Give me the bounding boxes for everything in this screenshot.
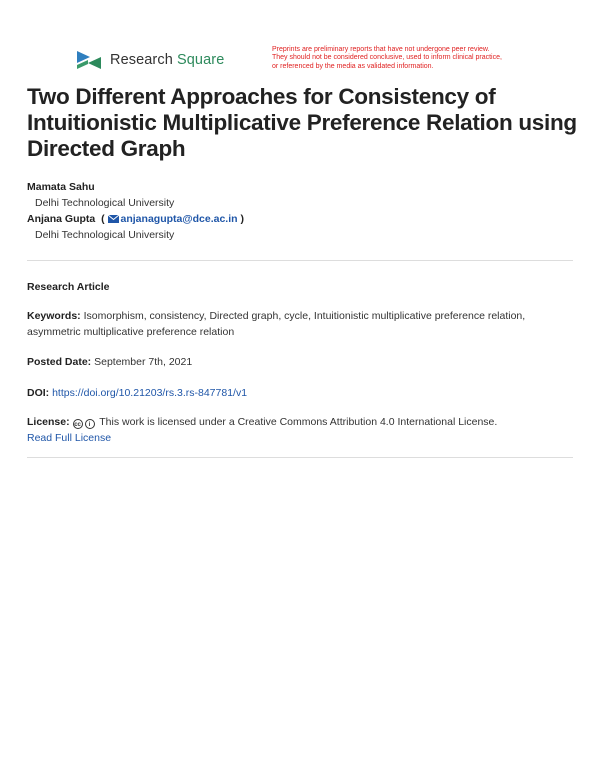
divider xyxy=(27,260,573,261)
author-affiliation: Delhi Technological University xyxy=(35,229,175,241)
author-name: Anjana Gupta ( anjanagupta@dce.ac.in ) xyxy=(27,213,244,225)
doi-link[interactable]: https://doi.org/10.21203/rs.3.rs-847781/v1 xyxy=(52,387,248,399)
preprint-disclaimer: Preprints are preliminary reports that have not undergone peer review. They should not be considered conclusive, used to inform clinical practice, or referenced by the media as validated information. xyxy=(272,46,502,70)
author-list xyxy=(27,180,577,244)
author-affiliation: Delhi Technological University xyxy=(35,197,175,209)
page-header xyxy=(74,46,544,74)
article-type: Research Article xyxy=(27,281,110,293)
posted-date: Posted Date: September 7th, 2021 xyxy=(27,356,193,368)
divider xyxy=(27,457,573,458)
paper-title: Two Different Approaches for Consistency of Intuitionistic Multiplicative Preference Relation using Directed Graph xyxy=(27,84,577,161)
author-email-link[interactable]: anjanagupta@dce.ac.in xyxy=(108,213,241,225)
read-full-license-link[interactable]: Read Full License xyxy=(27,432,112,444)
keywords: Keywords: Isomorphism, consistency, Directed graph, cycle, Intuitionistic multiplicative preference relation, asymmetric multiplicative preference relation xyxy=(27,310,526,338)
doi: DOI: https://doi.org/10.21203/rs.3.rs-847781/v1 xyxy=(27,387,248,399)
by-icon: i xyxy=(85,419,95,429)
research-square-logo-icon xyxy=(74,48,104,72)
envelope-icon xyxy=(108,215,119,223)
author-name: Mamata Sahu xyxy=(27,181,95,193)
cc-icon: cc xyxy=(73,419,83,429)
research-square-logo[interactable] xyxy=(74,48,224,72)
license: License: cc i This work is licensed under a Creative Commons Attribution 4.0 International License. Read Full License xyxy=(27,416,498,444)
logo-wordmark: Research Square xyxy=(110,52,225,68)
